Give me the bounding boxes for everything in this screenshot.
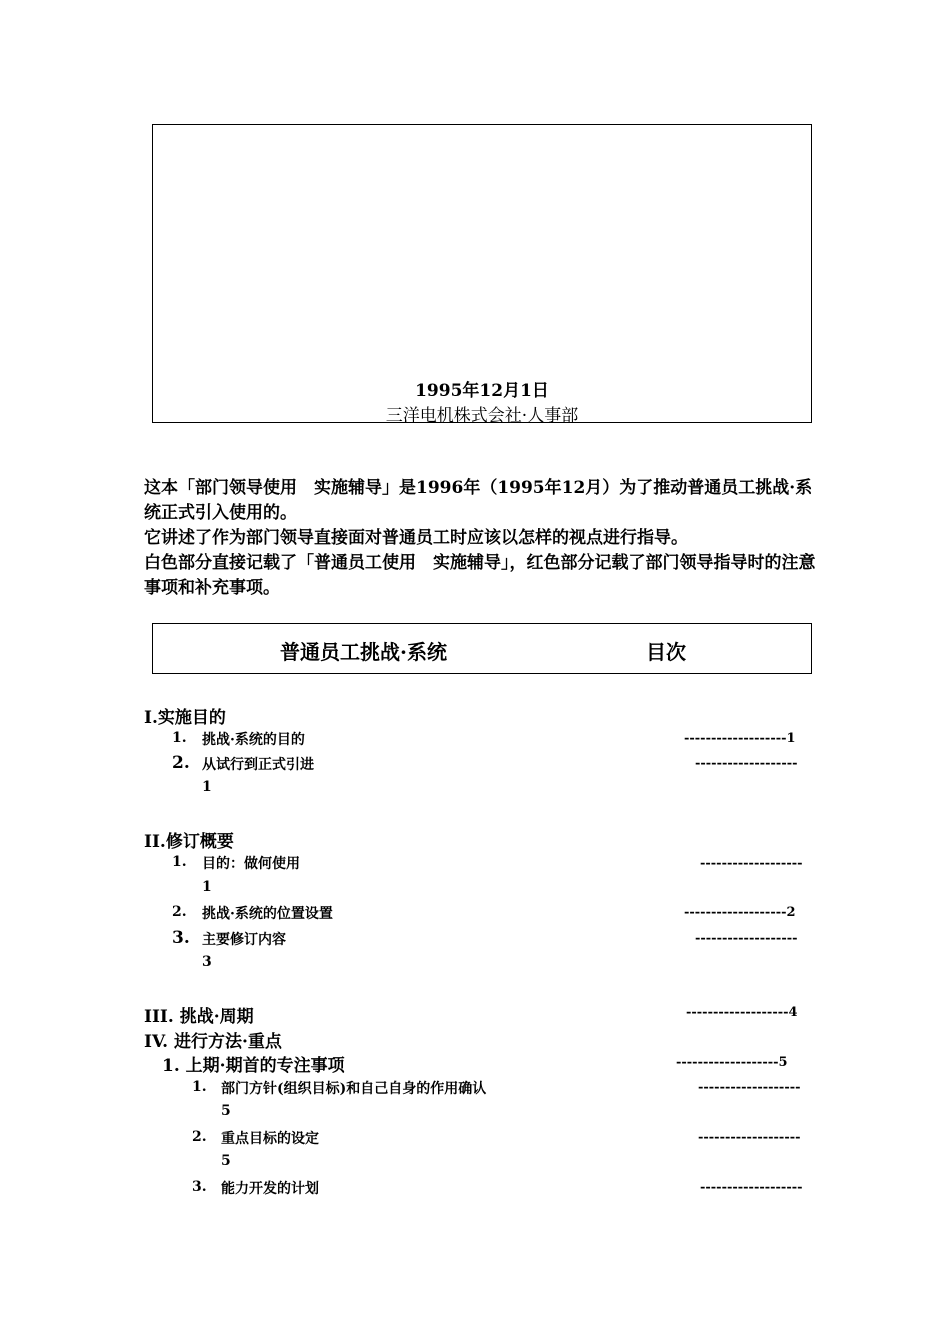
toc-leader: ------------------- bbox=[698, 1130, 801, 1145]
toc-item-text: 挑战·系统的目的 bbox=[202, 732, 305, 748]
toc-leader: -------------------1 bbox=[684, 731, 796, 746]
toc-item-text: 挑战·系统的位置设置 bbox=[202, 906, 333, 922]
toc-leader: ------------------- bbox=[700, 856, 803, 871]
toc-section-title: II.修订概要 bbox=[144, 832, 234, 852]
toc-section-title: I.实施目的 bbox=[144, 708, 226, 728]
toc-page-number: 1 bbox=[202, 879, 212, 895]
toc-leader: ------------------- bbox=[695, 756, 798, 771]
toc-title: 普通员工挑战·系统 bbox=[280, 640, 447, 664]
intro-paragraph: 白色部分直接记载了「普通员工使用 实施辅导」，红色部分记载了部门领导指导时的注意事项和补充事项。 bbox=[144, 553, 816, 598]
toc-item-number: 3. bbox=[172, 928, 190, 948]
intro-paragraph: 它讲述了作为部门领导直接面对普通员工时应该以怎样的视点进行指导。 bbox=[144, 528, 688, 548]
toc-subsection-title: 1. 上期·期首的专注事项 bbox=[162, 1056, 345, 1076]
toc-label: 目次 bbox=[646, 640, 686, 664]
toc-leader: ------------------- bbox=[695, 931, 798, 946]
toc-item-number: 1. bbox=[172, 730, 187, 746]
toc-page-number: 1 bbox=[202, 779, 212, 795]
toc-item-number: 2. bbox=[172, 904, 187, 920]
toc-leader: -------------------2 bbox=[684, 905, 796, 920]
cover-date: 1995年12月1日 bbox=[415, 381, 549, 401]
toc-section-title: IV. 进行方法·重点 bbox=[144, 1032, 282, 1052]
toc-item-text: 部门方针(组织目标)和自己自身的作用确认 bbox=[221, 1081, 487, 1097]
toc-leader: ------------------- bbox=[698, 1080, 801, 1095]
toc-header-box bbox=[152, 623, 812, 674]
toc-section-title: III. 挑战·周期 bbox=[144, 1007, 254, 1027]
intro-paragraph: 这本「部门领导使用 实施辅导」是1996年（1995年12月）为了推动普通员工挑战·系统正式引入使用的。 bbox=[144, 478, 813, 523]
toc-item-text: 重点目标的设定 bbox=[221, 1131, 319, 1147]
toc-item-number: 2. bbox=[172, 753, 190, 773]
cover-box bbox=[152, 124, 812, 426]
toc-page-number: 5 bbox=[221, 1103, 231, 1119]
toc-page-number: 5 bbox=[221, 1153, 231, 1169]
toc-item-number: 3. bbox=[192, 1179, 207, 1195]
toc-page-number: 3 bbox=[202, 954, 212, 970]
toc-leader: -------------------4 bbox=[686, 1005, 798, 1020]
cover-organization: 三洋电机株式会社·人事部 bbox=[385, 406, 579, 426]
intro-text bbox=[144, 476, 816, 601]
toc-item-number: 1. bbox=[172, 854, 187, 870]
toc-leader: ------------------- bbox=[700, 1180, 803, 1195]
toc-item-text: 能力开发的计划 bbox=[221, 1181, 319, 1197]
toc-item-text: 从试行到正式引进 bbox=[202, 757, 314, 773]
toc-item-number: 2. bbox=[192, 1129, 207, 1145]
toc-item-number: 1. bbox=[192, 1079, 207, 1095]
toc-item-text: 主要修订内容 bbox=[202, 932, 286, 948]
toc-leader: -------------------5 bbox=[676, 1055, 788, 1070]
toc-item-text: 目的：做何使用 bbox=[202, 856, 300, 872]
